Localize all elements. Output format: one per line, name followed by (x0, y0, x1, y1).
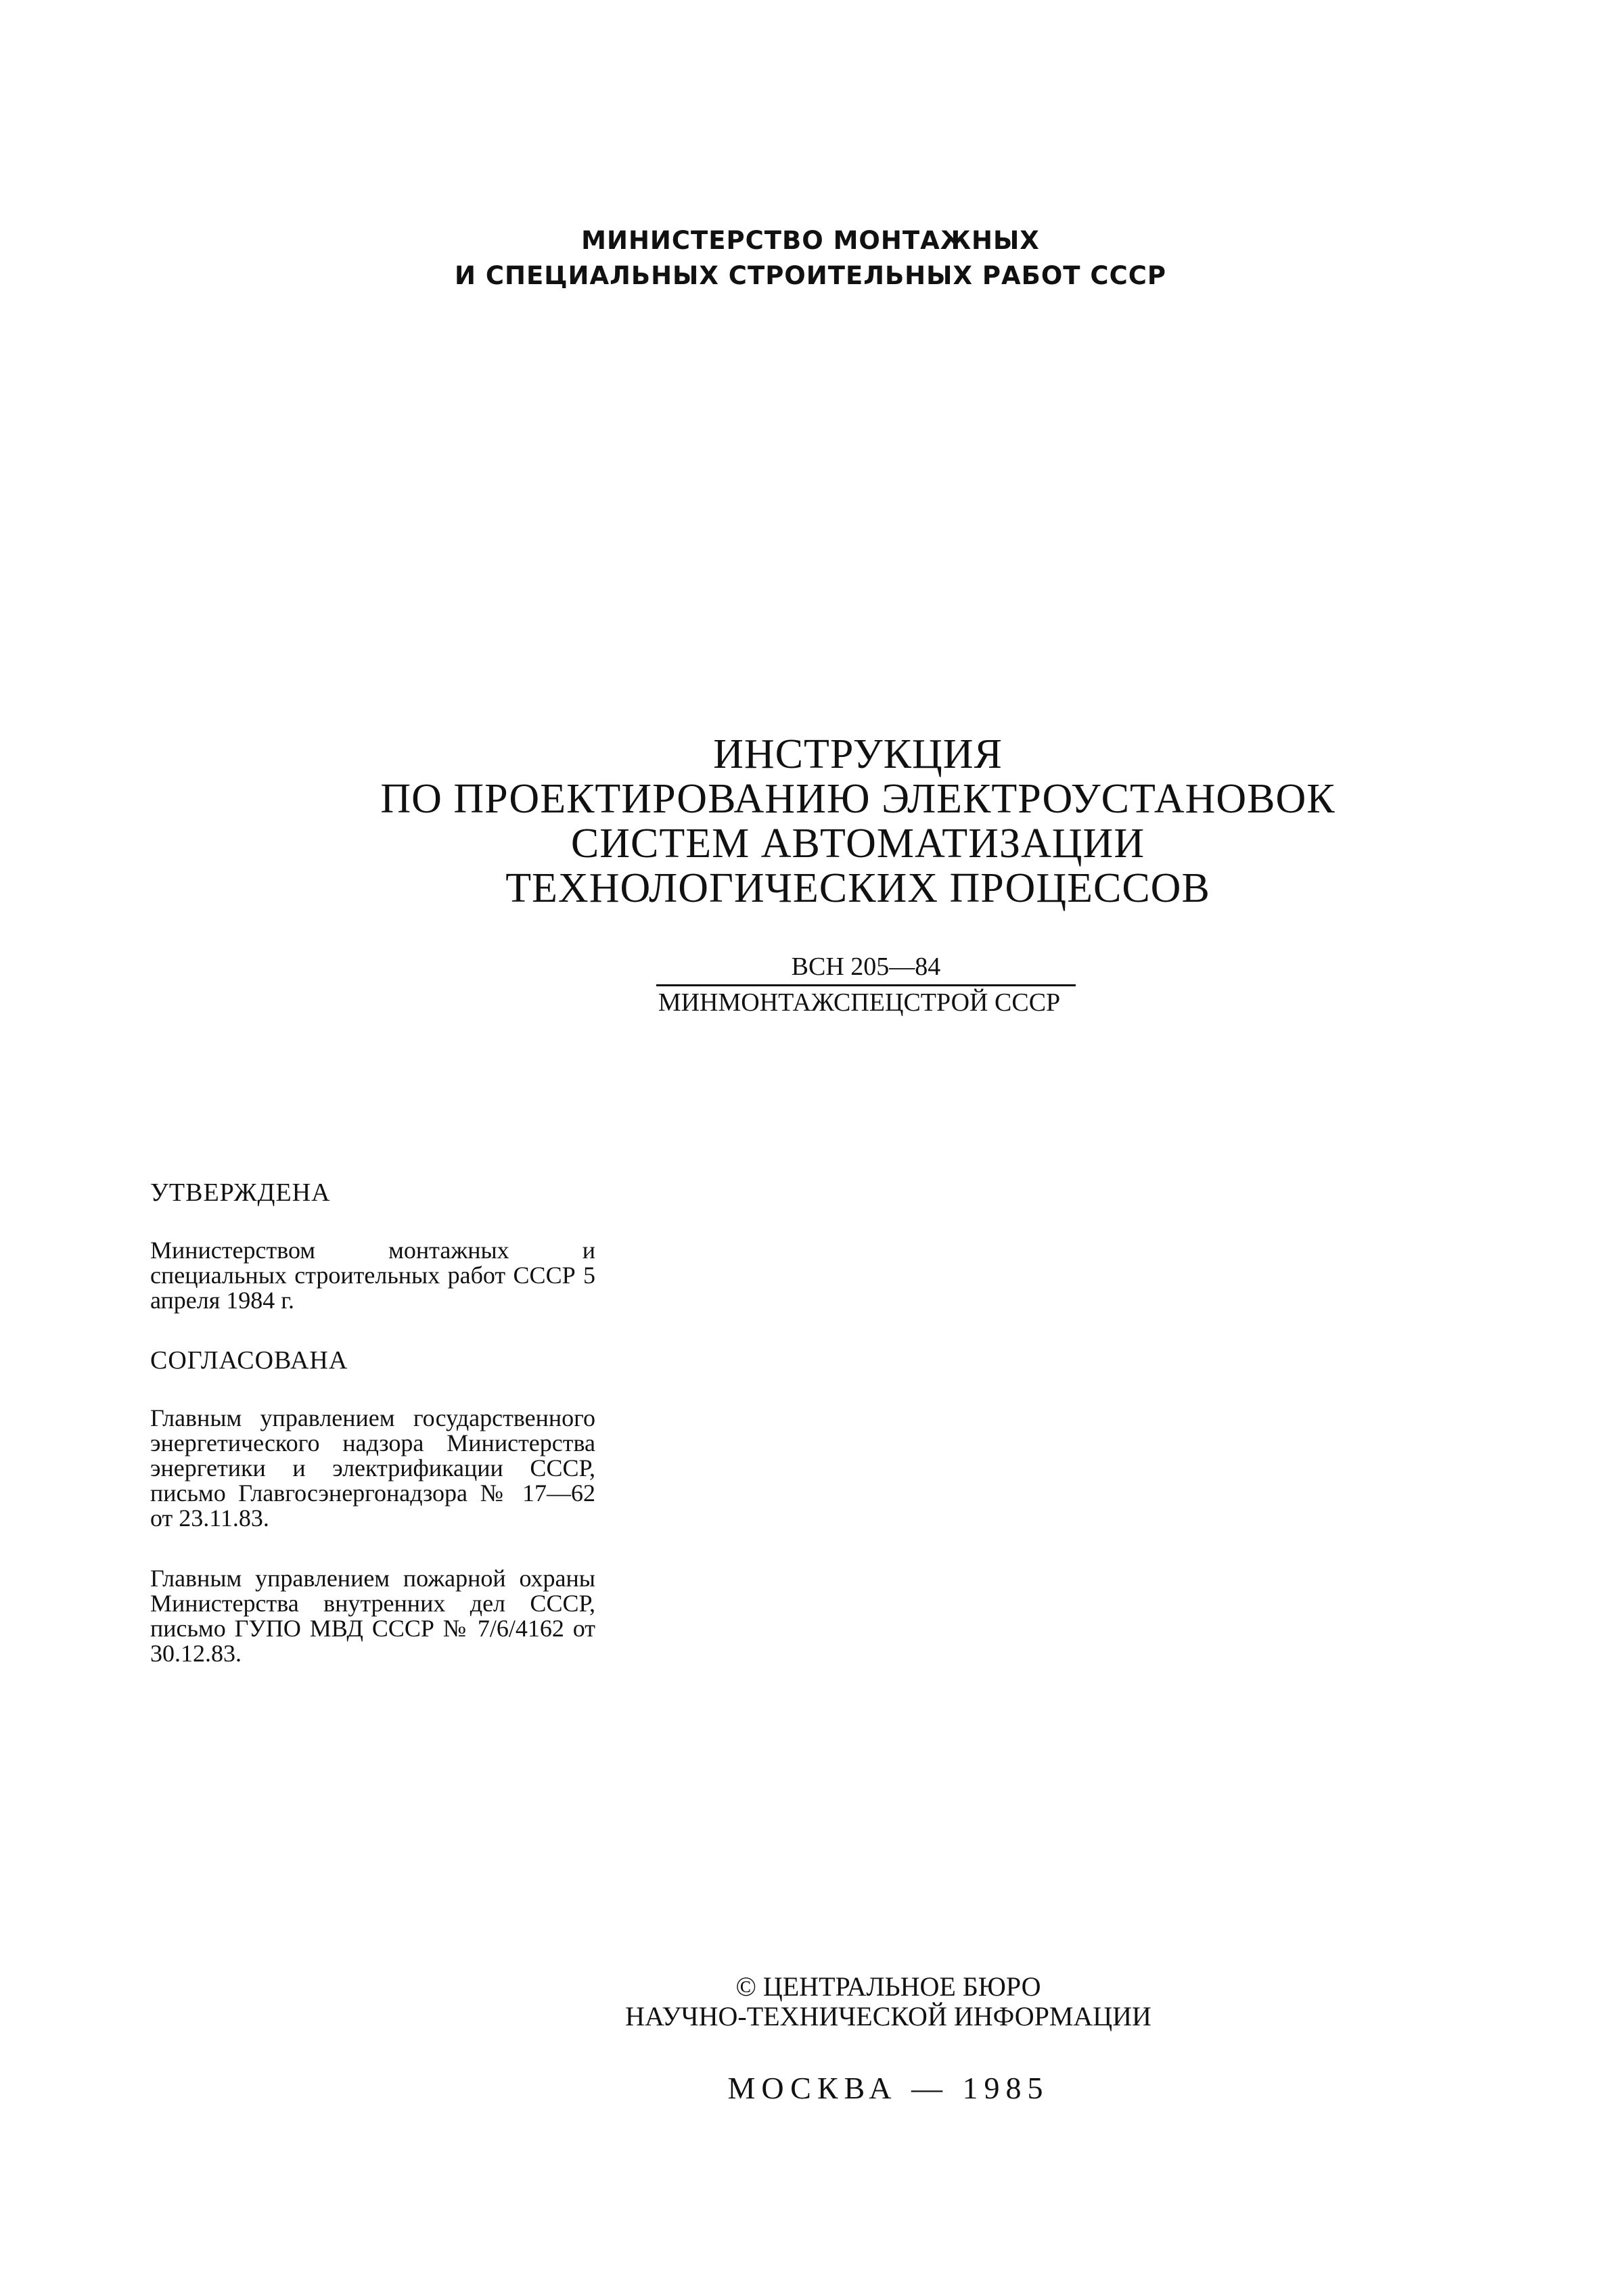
standard-number: ВСН 205—84 (656, 950, 1076, 986)
publisher-block (0, 1972, 1621, 2031)
city-year-text: МОСКВА — 1985 (727, 2071, 1049, 2105)
title-line-3: СИСТЕМ АВТОМАТИЗАЦИИ (570, 821, 1145, 867)
standard-code-block (629, 950, 1089, 1019)
approval-column (150, 1180, 595, 1701)
agreed-text-2: Главным управлением пожарной охраны Министерства внутренних дел СССР, письмо ГУПО МВД СССР № 7/6/4162 от 30.12.83. (150, 1565, 595, 1667)
title-line-4: ТЕХНОЛОГИЧЕСКИХ ПРОЦЕССОВ (505, 865, 1210, 911)
title-line-2: ПО ПРОЕКТИРОВАНИЮ ЭЛЕКТРОУСТАНОВОК (380, 776, 1335, 822)
ministry-line-1: МИНИСТЕРСТВО МОНТАЖНЫХ (581, 226, 1040, 255)
ministry-header (0, 223, 1621, 294)
document-title (0, 732, 1621, 911)
title-line-1: ИНСТРУКЦИЯ (713, 731, 1003, 777)
publisher-line-2: НАУЧНО-ТЕХНИЧЕСКОЙ ИНФОРМАЦИИ (625, 2001, 1151, 2031)
approved-heading: УТВЕРЖДЕНА (150, 1178, 331, 1207)
publisher-line-1: © ЦЕНТРАЛЬНОЕ БЮРО (735, 1971, 1041, 2002)
city-year (0, 2070, 1621, 2106)
approved-text: Министерством монтажных и специальных строительных работ СССР 5 апреля 1984 г. (150, 1237, 595, 1314)
agreed-heading: СОГЛАСОВАНА (150, 1346, 348, 1375)
issuing-agency: МИНМОНТАЖСПЕЦСТРОЙ СССР (658, 988, 1061, 1017)
agreed-text-1: Главным управлением государственного энергетического надзора Министерства энергетики и электрификации СССР, письмо Главгосэнергонадзора № 17—62 от 23.11.83. (150, 1404, 595, 1532)
ministry-line-2: И СПЕЦИАЛЬНЫХ СТРОИТЕЛЬНЫХ РАБОТ СССР (454, 261, 1166, 290)
